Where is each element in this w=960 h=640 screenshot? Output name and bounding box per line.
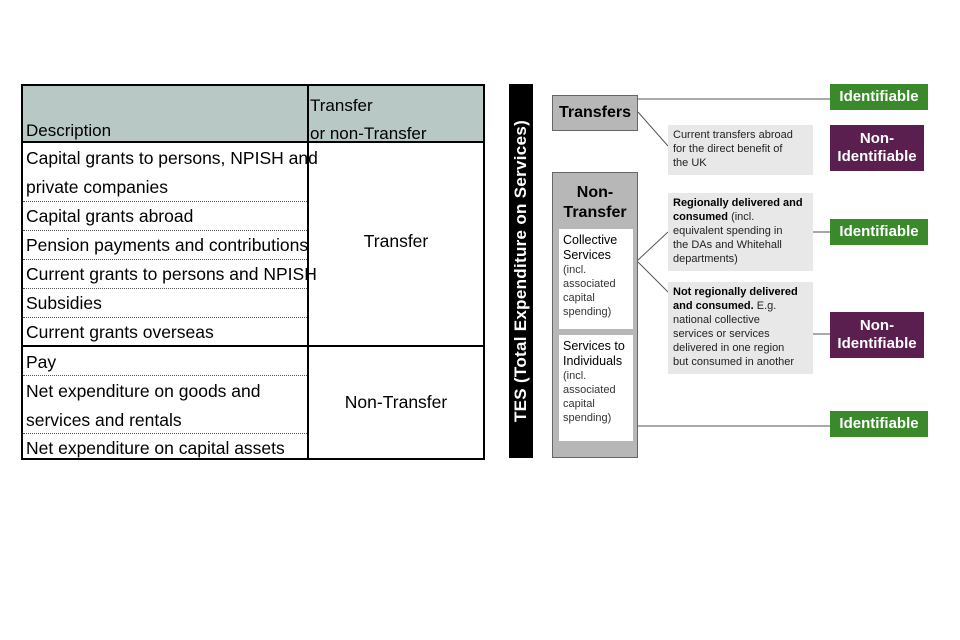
note-not-regionally-delivered <box>668 282 813 374</box>
note-regional-line5: departments) <box>673 253 738 265</box>
table-row: Pension payments and contributions <box>26 235 309 255</box>
collective-sub-1: (incl. <box>563 264 587 276</box>
note-regional-line3: equivalent spending in <box>673 225 783 237</box>
tag-identifiable-transfers: Identifiable <box>830 84 928 110</box>
collective-sub-4: spending) <box>563 306 612 318</box>
group-label-transfer: Transfer <box>363 231 429 251</box>
connector-transfers-abroad <box>638 112 668 146</box>
tag-non-line1: Non- <box>859 317 895 334</box>
note-notregional-line1: Not regionally delivered <box>673 286 798 298</box>
table-row: Current grants to persons and NPISH <box>26 264 317 284</box>
note-regionally-delivered <box>668 193 813 271</box>
header-description: Description <box>26 121 112 140</box>
note-regional-line1: Regionally delivered and <box>673 197 803 209</box>
note-notregional-line5: delivered in one region <box>673 342 785 354</box>
note-notregional-line4: services or services <box>673 328 770 340</box>
table-row: services and rentals <box>26 410 182 430</box>
nontransfer-title <box>553 183 637 223</box>
connector-collective-notregional <box>638 262 668 292</box>
collective-sub-3: capital <box>563 292 595 304</box>
collective-title-1: Collective <box>563 233 618 247</box>
individuals-title-2: Individuals <box>563 354 623 368</box>
tes-label: TES (Total Expenditure on Services) <box>511 119 530 423</box>
group-label-nontransfer: Non-Transfer <box>344 392 448 412</box>
nontransfer-title-line1: Non- <box>576 184 614 201</box>
transfers-box: Transfers <box>552 95 638 131</box>
note-regional-line4: the DAs and Whitehall <box>673 239 782 251</box>
table-row: Capital grants abroad <box>26 206 194 226</box>
note-transfers-abroad <box>668 125 813 175</box>
note-notregional-bold2: and consumed. <box>673 300 754 312</box>
tag-identifiable-regional: Identifiable <box>830 219 928 245</box>
individuals-title-1: Services to <box>563 339 625 353</box>
collective-services-box <box>559 229 633 329</box>
nontransfer-title-line2: Transfer <box>563 204 627 221</box>
header-transfer-line1: Transfer <box>310 96 373 115</box>
note-notregional-line3: national collective <box>673 314 760 326</box>
note-abroad-line2: for the direct benefit of <box>673 143 783 155</box>
tag-nonidentifiable-abroad <box>830 125 924 171</box>
tag-non-line1: Non- <box>859 130 895 147</box>
tag-non-line2: Identifiable <box>837 148 917 165</box>
tag-nonidentifiable-notregional <box>830 312 924 358</box>
services-to-individuals-box <box>559 335 633 441</box>
nontransfer-box <box>552 172 638 458</box>
table-row: Capital grants to persons, NPISH and <box>26 148 318 168</box>
note-abroad-line1: Current transfers abroad <box>673 129 793 141</box>
table-row: Net expenditure on capital assets <box>26 438 285 458</box>
tag-identifiable-individuals: Identifiable <box>830 411 928 437</box>
connector-collective-regional <box>638 232 668 260</box>
table-row: private companies <box>26 177 169 197</box>
table-row: Current grants overseas <box>26 322 214 342</box>
note-abroad-line3: the UK <box>673 157 707 169</box>
individuals-sub-1: (incl. <box>563 370 587 382</box>
individuals-sub-4: spending) <box>563 412 612 424</box>
table-row: Pay <box>26 352 57 372</box>
individuals-sub-3: capital <box>563 398 595 410</box>
table-row: Subsidies <box>26 293 102 313</box>
tag-non-line2: Identifiable <box>837 335 917 352</box>
collective-sub-2: associated <box>563 278 616 290</box>
note-regional-text2: (incl. <box>728 211 755 223</box>
header-transfer-line2: or non-Transfer <box>310 124 427 143</box>
table-row: Net expenditure on goods and <box>26 381 261 401</box>
individuals-sub-2: associated <box>563 384 616 396</box>
collective-title-2: Services <box>563 248 611 262</box>
note-notregional-line6: but consumed in another <box>673 356 795 368</box>
note-notregional-text2: E.g. <box>753 300 777 312</box>
note-regional-bold2: consumed <box>673 211 729 223</box>
